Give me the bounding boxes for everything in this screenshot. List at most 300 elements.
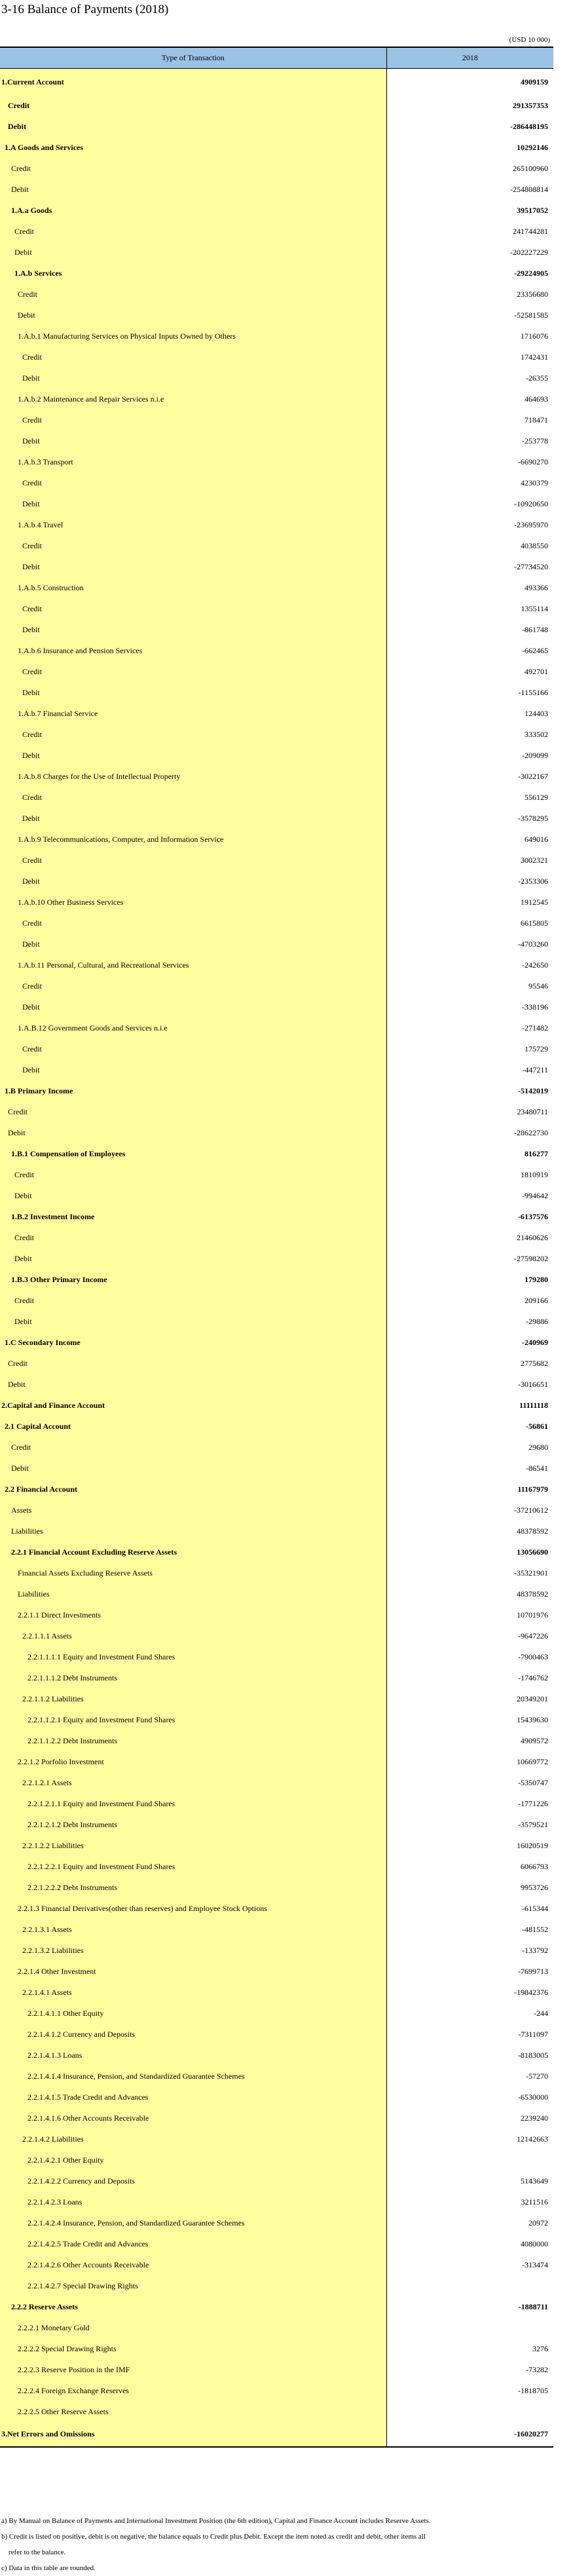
table-row <box>0 409 553 430</box>
table-row <box>0 1542 553 1563</box>
table-row <box>0 1332 553 1353</box>
row-value: -7900463 <box>386 1646 553 1667</box>
row-label: 2.2.1.2.2.1 Equity and Investment Fund Shares <box>0 1856 386 1877</box>
row-value: -3016651 <box>386 1374 553 1395</box>
table-row <box>0 95 553 116</box>
row-label: Assets <box>0 1500 386 1521</box>
row-value <box>386 2401 553 2422</box>
table-row <box>0 1604 553 1625</box>
table-row <box>0 1206 553 1227</box>
table-row <box>0 1437 553 1458</box>
footnote: refer to the balance. <box>9 2548 66 2556</box>
row-value: -27734520 <box>386 556 553 577</box>
footnote: c) Data in this table are rounded. <box>1 2564 96 2572</box>
row-label: Debit <box>0 368 386 388</box>
table-row <box>0 2066 553 2087</box>
row-label: 2.2.1.1 Direct Investments <box>0 1604 386 1625</box>
row-value: 13056690 <box>386 1542 553 1563</box>
row-value: -10920650 <box>386 493 553 514</box>
row-value: -4703260 <box>386 934 553 955</box>
row-value: -86541 <box>386 1458 553 1479</box>
row-label: 2.2.1.2.2.2 Debt Instruments <box>0 1877 386 1898</box>
row-value: 1716076 <box>386 326 553 347</box>
table-row <box>0 1751 553 1772</box>
row-value: -1818705 <box>386 2380 553 2401</box>
row-label: 2.2.1.1.2 Liabilities <box>0 1688 386 1709</box>
table-row <box>0 430 553 451</box>
table-row <box>0 724 553 745</box>
table-row <box>0 556 553 577</box>
table-row <box>0 2024 553 2045</box>
row-label: 2.2.1.4.2.4 Insurance, Pension, and Standardized Guarantee Schemes <box>0 2212 386 2233</box>
row-value: 12142663 <box>386 2129 553 2150</box>
table-row <box>0 661 553 682</box>
row-value: 9953726 <box>386 1877 553 1898</box>
table-row <box>0 2317 553 2338</box>
table-row <box>0 326 553 347</box>
row-value: 16020519 <box>386 1835 553 1856</box>
row-label: 1.A.b.7 Financial Service <box>0 703 386 724</box>
header-year: 2018 <box>386 47 553 69</box>
table-row <box>0 1374 553 1395</box>
table-row <box>0 1709 553 1730</box>
row-value: -7699713 <box>386 1961 553 1982</box>
table-row <box>0 1080 553 1101</box>
row-value: 492701 <box>386 661 553 682</box>
table-row <box>0 1059 553 1080</box>
row-label: Credit <box>0 1437 386 1458</box>
row-label: Debit <box>0 808 386 829</box>
table-row <box>0 682 553 703</box>
row-value: -1746762 <box>386 1667 553 1688</box>
row-value: -242650 <box>386 955 553 975</box>
table-row <box>0 1563 553 1583</box>
table-row <box>0 577 553 598</box>
row-value: -57270 <box>386 2066 553 2087</box>
table-body <box>0 69 553 2448</box>
table-row <box>0 829 553 850</box>
table-row <box>0 2233 553 2254</box>
row-value: 3276 <box>386 2338 553 2359</box>
row-label: Debit <box>0 179 386 200</box>
table-row <box>0 1982 553 2003</box>
table-row <box>0 1248 553 1269</box>
row-label: 2.2.1.3.1 Assets <box>0 1919 386 1940</box>
row-value: 11111118 <box>386 1395 553 1416</box>
table-row <box>0 975 553 996</box>
table-row <box>0 2170 553 2191</box>
row-value: -253778 <box>386 430 553 451</box>
row-label: Debit <box>0 1311 386 1332</box>
table-row <box>0 1940 553 1961</box>
table-row <box>0 1290 553 1311</box>
table-row <box>0 514 553 535</box>
row-value: -3578295 <box>386 808 553 829</box>
table-row <box>0 368 553 388</box>
row-value: -27598202 <box>386 1248 553 1269</box>
table-row <box>0 1730 553 1751</box>
row-label: 2.2.2.2 Special Drawing Rights <box>0 2338 386 2359</box>
row-label: 2.2.1.4.1.2 Currency and Deposits <box>0 2024 386 2045</box>
row-label: Credit <box>0 158 386 179</box>
table-row <box>0 451 553 472</box>
row-label: 2.2.1 Financial Account Excluding Reserve Assets <box>0 1542 386 1563</box>
row-value: -52581585 <box>386 305 553 326</box>
row-value: -6530000 <box>386 2087 553 2108</box>
row-label: Debit <box>0 871 386 892</box>
row-value: 333502 <box>386 724 553 745</box>
row-label: 1.A.b.11 Personal, Cultural, and Recreational Services <box>0 955 386 975</box>
row-label: 1.A Goods and Services <box>0 137 386 158</box>
page-title: 3-16 Balance of Payments (2018) <box>1 3 169 16</box>
row-value: 3002321 <box>386 850 553 871</box>
row-label: Credit <box>0 472 386 493</box>
row-label: Credit <box>0 1101 386 1122</box>
row-value: 241744281 <box>386 221 553 242</box>
row-value: 4038550 <box>386 535 553 556</box>
table-row <box>0 1583 553 1604</box>
row-label: 2.2.1.4.2.6 Other Accounts Receivable <box>0 2254 386 2275</box>
row-label: Credit <box>0 221 386 242</box>
table-row <box>0 305 553 326</box>
row-label: 2.2.2.4 Foreign Exchange Reserves <box>0 2380 386 2401</box>
row-label: 3.Net Errors and Omissions <box>0 2422 386 2447</box>
row-label: 1.A.b.5 Construction <box>0 577 386 598</box>
table-row <box>0 1143 553 1164</box>
table-row <box>0 1311 553 1332</box>
row-value: -23695970 <box>386 514 553 535</box>
row-label: 2.2.1.4.2.3 Loans <box>0 2191 386 2212</box>
row-label: 2.2.1.2.2 Liabilities <box>0 1835 386 1856</box>
row-label: Debit <box>0 116 386 137</box>
table-row <box>0 137 553 158</box>
row-label: 2.2.2 Reserve Assets <box>0 2296 386 2317</box>
row-value: -481552 <box>386 1919 553 1940</box>
table-row <box>0 116 553 137</box>
row-value: -29224905 <box>386 263 553 284</box>
row-value: 179280 <box>386 1269 553 1290</box>
row-label: 1.A.b.2 Maintenance and Repair Services n.i.e <box>0 388 386 409</box>
row-value: 4909572 <box>386 1730 553 1751</box>
table-row <box>0 242 553 263</box>
table-row <box>0 1793 553 1814</box>
table-row <box>0 284 553 305</box>
table-row <box>0 1961 553 1982</box>
row-value: 6066793 <box>386 1856 553 1877</box>
table-row <box>0 158 553 179</box>
row-label: 1.B.2 Investment Income <box>0 1206 386 1227</box>
table-row <box>0 1919 553 1940</box>
row-value: -3022167 <box>386 766 553 787</box>
row-label: 2.2.1.4.2.2 Currency and Deposits <box>0 2170 386 2191</box>
row-value: 10669772 <box>386 1751 553 1772</box>
row-label: 2.2.1.4.2.7 Special Drawing Rights <box>0 2275 386 2296</box>
table-row <box>0 2212 553 2233</box>
row-label: 2.2.1.3.2 Liabilities <box>0 1940 386 1961</box>
row-value: 1810919 <box>386 1164 553 1185</box>
row-value: 10292146 <box>386 137 553 158</box>
row-label: Debit <box>0 934 386 955</box>
row-value: 556129 <box>386 787 553 808</box>
table-row <box>0 892 553 913</box>
row-label: Debit <box>0 1458 386 1479</box>
row-label: 2.2.1.1.1.1 Equity and Investment Fund Shares <box>0 1646 386 1667</box>
table-row <box>0 1856 553 1877</box>
row-label: 2.2.2.1 Monetary Gold <box>0 2317 386 2338</box>
row-value: 718471 <box>386 409 553 430</box>
row-value: 29680 <box>386 1437 553 1458</box>
row-value: -26355 <box>386 368 553 388</box>
row-label: Debit <box>0 682 386 703</box>
table-row <box>0 934 553 955</box>
table-row <box>0 1122 553 1143</box>
table-row <box>0 1185 553 1206</box>
row-value: 291357353 <box>386 95 553 116</box>
row-value: 48378592 <box>386 1583 553 1604</box>
row-label: Credit <box>0 409 386 430</box>
row-label: 1.A.b Services <box>0 263 386 284</box>
row-label: 1.A.B.12 Government Goods and Services n.i.e <box>0 1017 386 1038</box>
table-row <box>0 2150 553 2170</box>
row-value: -3579521 <box>386 1814 553 1835</box>
row-value: 11167979 <box>386 1479 553 1500</box>
row-value: -29886 <box>386 1311 553 1332</box>
row-label: 2.2.2.3 Reserve Position in the IMF <box>0 2359 386 2380</box>
row-label: 2.2.1.4.2.1 Other Equity <box>0 2150 386 2170</box>
row-label: 1.A.b.10 Other Business Services <box>0 892 386 913</box>
row-value: 2239240 <box>386 2108 553 2129</box>
row-label: 2.2.1.4.2.5 Trade Credit and Advances <box>0 2233 386 2254</box>
table-row <box>0 472 553 493</box>
table-row <box>0 1625 553 1646</box>
row-value: 2775682 <box>386 1353 553 1374</box>
row-value: 5143649 <box>386 2170 553 2191</box>
row-value: 464693 <box>386 388 553 409</box>
row-label: Liabilities <box>0 1583 386 1604</box>
row-value: -7311097 <box>386 2024 553 2045</box>
table-row <box>0 787 553 808</box>
row-value: 95546 <box>386 975 553 996</box>
row-label: Debit <box>0 1248 386 1269</box>
header-type-of-transaction: Type of Transaction <box>0 47 386 69</box>
row-value: -37210612 <box>386 1500 553 1521</box>
row-label: Debit <box>0 1185 386 1206</box>
row-value: 124403 <box>386 703 553 724</box>
table-row <box>0 2380 553 2401</box>
unit-label: (USD 10 000) <box>509 36 550 44</box>
row-label: 1.A.b.1 Manufacturing Services on Physical Inputs Owned by Others <box>0 326 386 347</box>
row-label: 2.2.2.5 Other Reserve Assets <box>0 2401 386 2422</box>
row-label: 1.Current Account <box>0 69 386 96</box>
row-value: -5142019 <box>386 1080 553 1101</box>
row-label: 2.2.1.1.1 Assets <box>0 1625 386 1646</box>
row-label: 1.A.b.3 Transport <box>0 451 386 472</box>
row-value: 4909159 <box>386 69 553 96</box>
row-value: -338196 <box>386 996 553 1017</box>
row-label: 1.A.a Goods <box>0 200 386 221</box>
row-label: Credit <box>0 1038 386 1059</box>
row-value: -1155166 <box>386 682 553 703</box>
row-label: Credit <box>0 1290 386 1311</box>
table-row <box>0 955 553 975</box>
table-row <box>0 2045 553 2066</box>
table-row <box>0 996 553 1017</box>
row-label: Credit <box>0 284 386 305</box>
row-label: 1.B.3 Other Primary Income <box>0 1269 386 1290</box>
row-value: -313474 <box>386 2254 553 2275</box>
row-label: Debit <box>0 1122 386 1143</box>
row-label: 2.2.1.4 Other Investment <box>0 1961 386 1982</box>
row-label: Credit <box>0 1353 386 1374</box>
table-row <box>0 2359 553 2380</box>
table-row <box>0 2275 553 2296</box>
table-row <box>0 1521 553 1542</box>
table-row <box>0 1814 553 1835</box>
row-value: 265100960 <box>386 158 553 179</box>
row-value: -202227229 <box>386 242 553 263</box>
row-label: 1.A.b.6 Insurance and Pension Services <box>0 640 386 661</box>
row-value: 493366 <box>386 577 553 598</box>
table-row <box>0 1479 553 1500</box>
table-row <box>0 493 553 514</box>
table-row <box>0 745 553 766</box>
row-label: 1.A.b.9 Telecommunications, Computer, and Information Service <box>0 829 386 850</box>
table-row <box>0 1646 553 1667</box>
row-label: Debit <box>0 493 386 514</box>
row-label: 1.B.1 Compensation of Employees <box>0 1143 386 1164</box>
row-value <box>386 2275 553 2296</box>
table-row <box>0 347 553 368</box>
row-value: 48378592 <box>386 1521 553 1542</box>
table-row <box>0 913 553 934</box>
row-value: 6615805 <box>386 913 553 934</box>
row-value: -1888711 <box>386 2296 553 2317</box>
table-row <box>0 263 553 284</box>
table-row <box>0 640 553 661</box>
table-row <box>0 1164 553 1185</box>
row-value: 3211516 <box>386 2191 553 2212</box>
table-row <box>0 1500 553 1521</box>
table-row <box>0 703 553 724</box>
row-value: -662465 <box>386 640 553 661</box>
row-value: -16020277 <box>386 2422 553 2447</box>
row-label: 2.2.1.2.1 Assets <box>0 1772 386 1793</box>
row-value: -286448195 <box>386 116 553 137</box>
table-row <box>0 1416 553 1437</box>
row-value: 15439630 <box>386 1709 553 1730</box>
row-value: -615344 <box>386 1898 553 1919</box>
footnote: b) Credit is listed on positive, debit is on negative, the balance equals to Credit plus Debit. Except the item noted as credit and debit, other items all <box>1 2533 426 2541</box>
row-value: -447211 <box>386 1059 553 1080</box>
row-value: -6137576 <box>386 1206 553 1227</box>
row-value: 209166 <box>386 1290 553 1311</box>
table-row <box>0 1898 553 1919</box>
table-row <box>0 1017 553 1038</box>
row-label: Debit <box>0 305 386 326</box>
row-value: -271482 <box>386 1017 553 1038</box>
row-label: 2.2.1.4.1.4 Insurance, Pension, and Standardized Guarantee Schemes <box>0 2066 386 2087</box>
row-label: 2.2.1.4.1.3 Loans <box>0 2045 386 2066</box>
row-value: -2353306 <box>386 871 553 892</box>
table-row <box>0 2338 553 2359</box>
table-row <box>0 598 553 619</box>
row-label: 2.2.1.4.1 Assets <box>0 1982 386 2003</box>
row-value: 20972 <box>386 2212 553 2233</box>
balance-of-payments-table <box>0 47 553 2448</box>
table-row <box>0 1038 553 1059</box>
table-row <box>0 69 553 96</box>
table-row <box>0 808 553 829</box>
table-row <box>0 2129 553 2150</box>
row-label: 2.2.1.2.1.1 Equity and Investment Fund Shares <box>0 1793 386 1814</box>
table-row <box>0 1772 553 1793</box>
row-value: -861748 <box>386 619 553 640</box>
row-value <box>386 2150 553 2170</box>
row-value: -240969 <box>386 1332 553 1353</box>
row-label: Credit <box>0 1164 386 1185</box>
row-label: 1.A.b.8 Charges for the Use of Intellectual Property <box>0 766 386 787</box>
row-label: Debit <box>0 745 386 766</box>
row-label: 2.2.1.2 Porfolio Investment <box>0 1751 386 1772</box>
row-value: 1912545 <box>386 892 553 913</box>
table-row <box>0 2087 553 2108</box>
table-row <box>0 766 553 787</box>
row-label: Financial Assets Excluding Reserve Assets <box>0 1563 386 1583</box>
row-label: 2.2.1.3 Financial Derivatives(other than reserves) and Employee Stock Options <box>0 1898 386 1919</box>
table-row <box>0 1877 553 1898</box>
table-row <box>0 2191 553 2212</box>
table-row <box>0 2254 553 2275</box>
row-value: 39517052 <box>386 200 553 221</box>
row-value: 4230379 <box>386 472 553 493</box>
table-row <box>0 1667 553 1688</box>
table-row <box>0 2003 553 2024</box>
footnote: a) By Manual on Balance of Payments and International Investment Position (the 6th edition), Capital and Finance Account includes Reserve Assets. <box>1 2517 431 2525</box>
row-value: 1742431 <box>386 347 553 368</box>
row-value: 1355114 <box>386 598 553 619</box>
table-row <box>0 1353 553 1374</box>
row-value: -254808814 <box>386 179 553 200</box>
row-label: Debit <box>0 1059 386 1080</box>
row-label: Credit <box>0 661 386 682</box>
table-row <box>0 200 553 221</box>
row-label: Credit <box>0 1227 386 1248</box>
table-row <box>0 1395 553 1416</box>
row-label: Debit <box>0 556 386 577</box>
row-value: 175729 <box>386 1038 553 1059</box>
table-row <box>0 1101 553 1122</box>
table-row <box>0 2422 553 2447</box>
row-label: 2.2.1.4.2 Liabilities <box>0 2129 386 2150</box>
row-label: Debit <box>0 430 386 451</box>
row-label: 2.Capital and Finance Account <box>0 1395 386 1416</box>
row-value: -5350747 <box>386 1772 553 1793</box>
row-label: Debit <box>0 996 386 1017</box>
table-row <box>0 1835 553 1856</box>
row-value: -244 <box>386 2003 553 2024</box>
row-label: Debit <box>0 1374 386 1395</box>
row-label: Credit <box>0 850 386 871</box>
table-row <box>0 1269 553 1290</box>
table-row <box>0 2401 553 2422</box>
row-label: 1.B Primary Income <box>0 1080 386 1101</box>
row-value: -19842376 <box>386 1982 553 2003</box>
table-row <box>0 179 553 200</box>
table-row <box>0 850 553 871</box>
row-value: -133792 <box>386 1940 553 1961</box>
row-value: 816277 <box>386 1143 553 1164</box>
table-row <box>0 1458 553 1479</box>
